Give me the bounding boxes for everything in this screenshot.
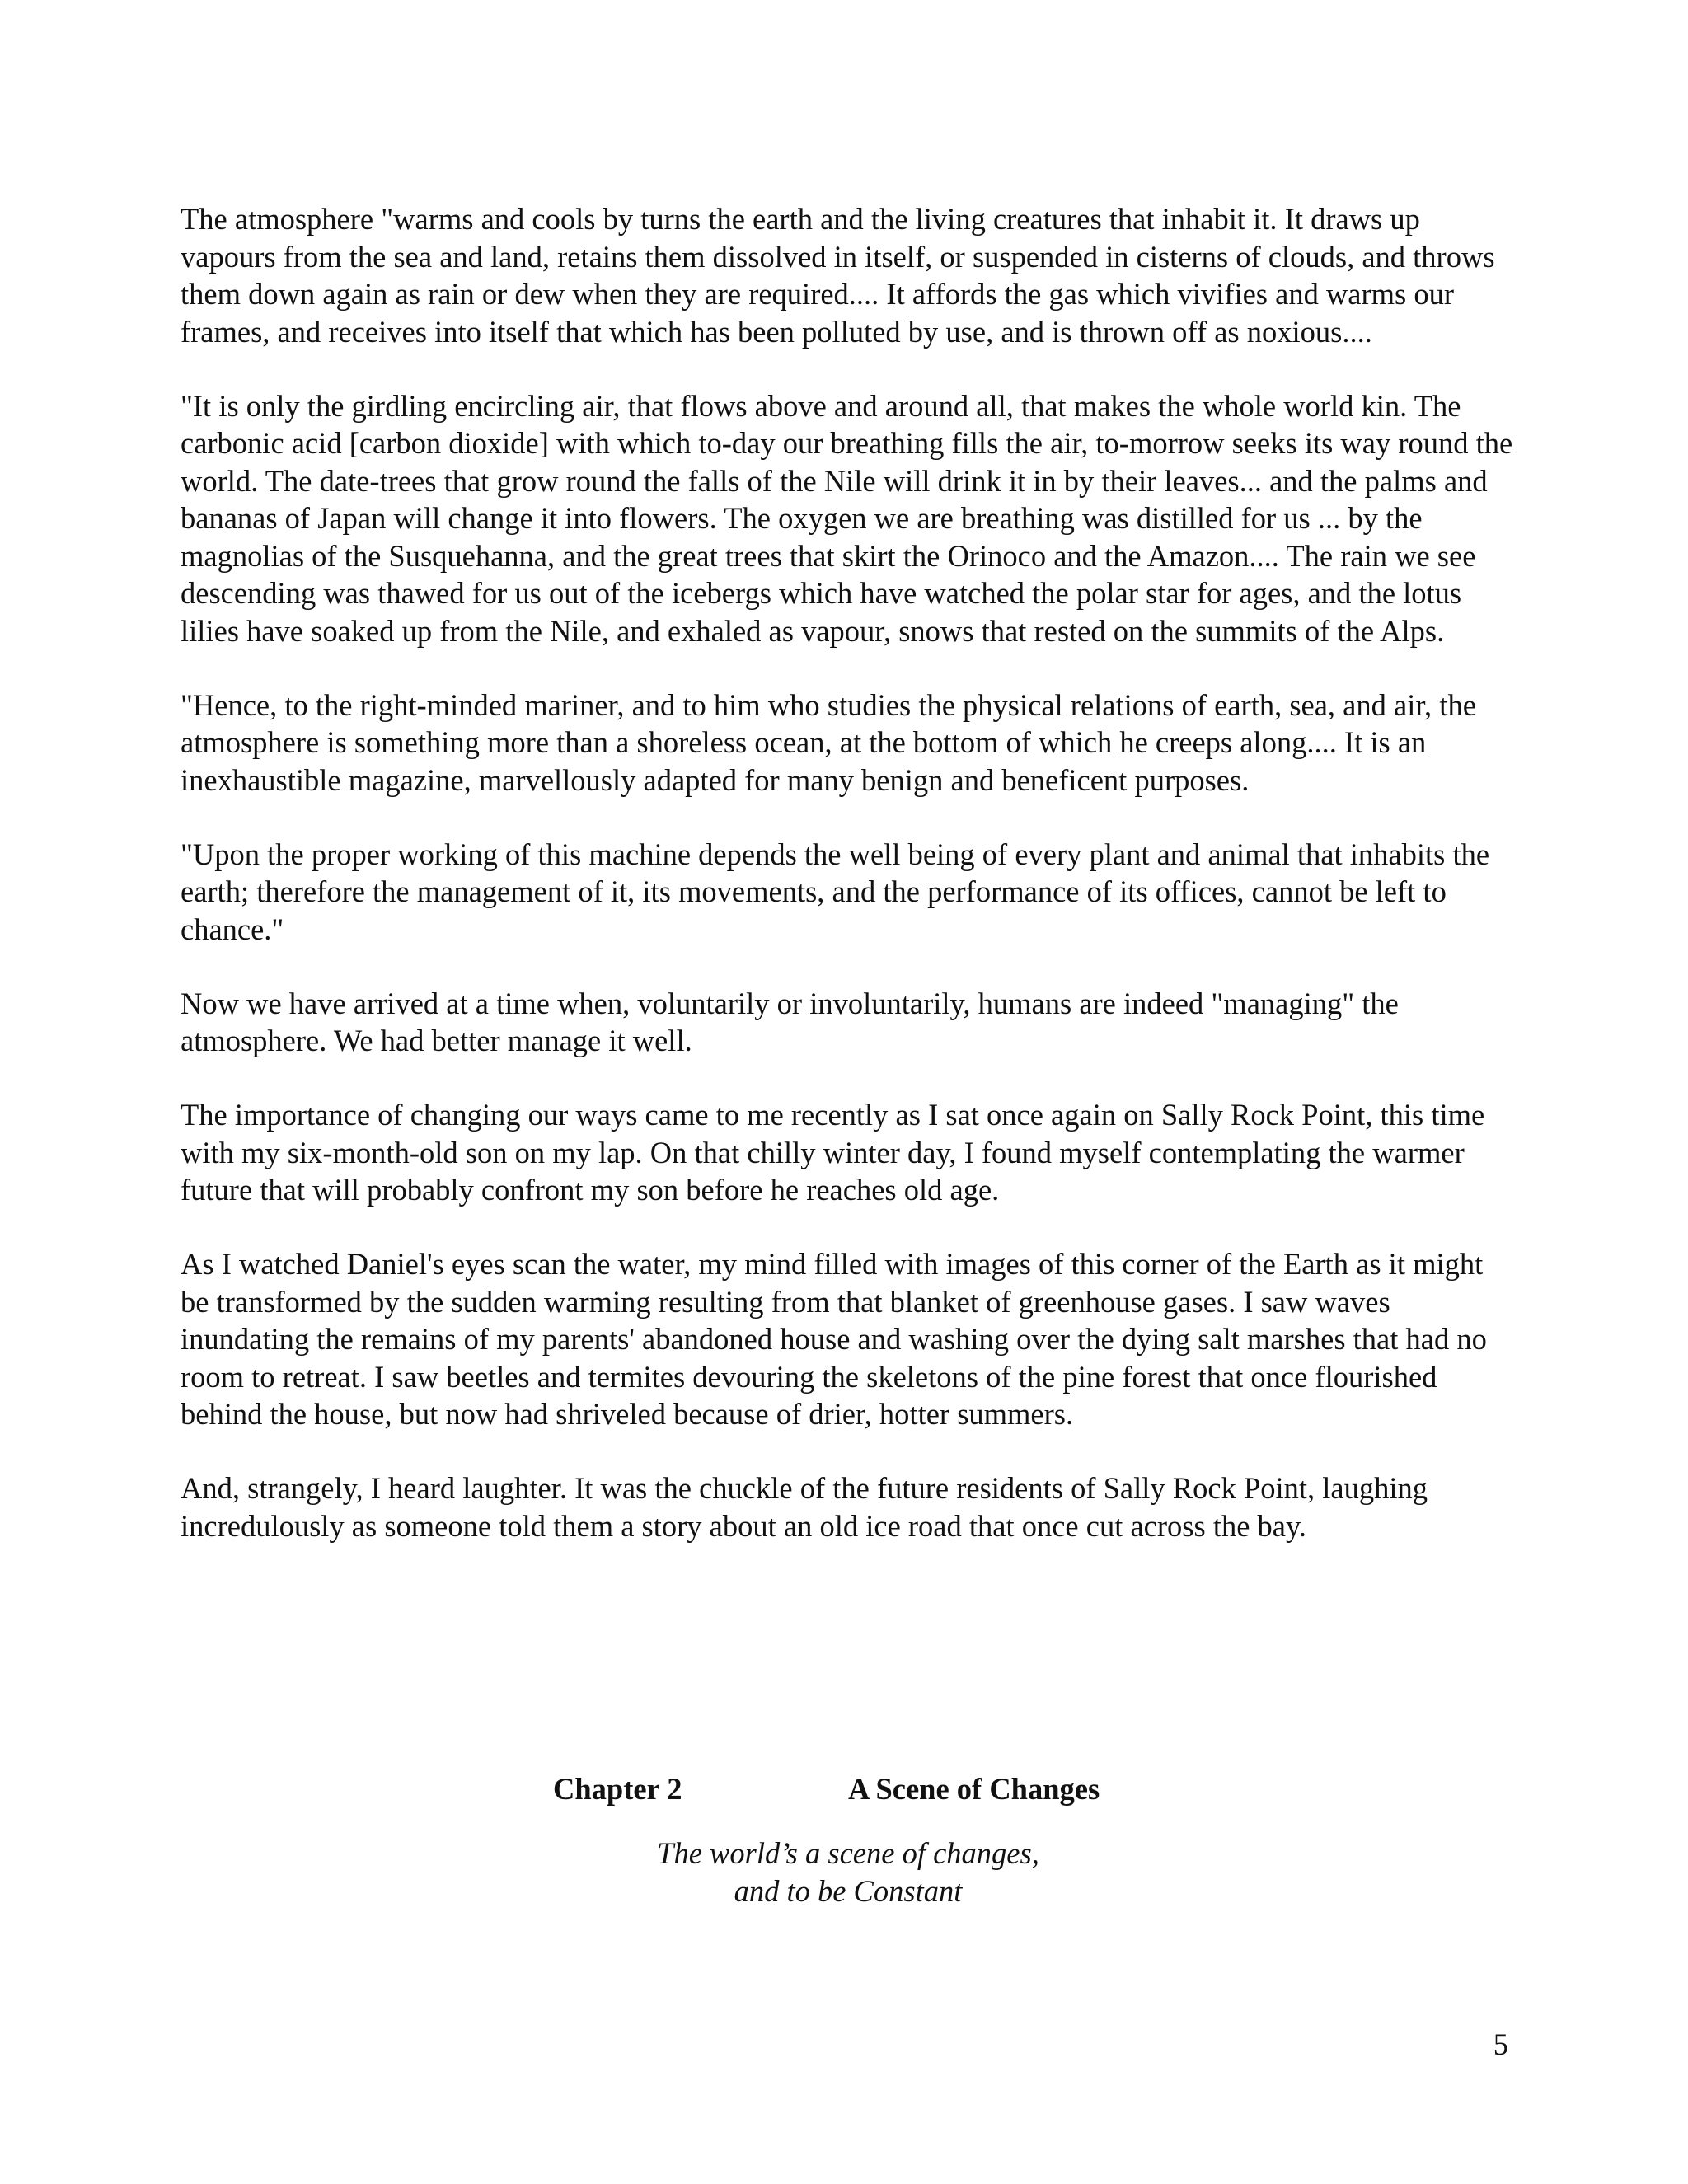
paragraph-6: The importance of changing our ways came to me recently as I sat once again on Sally Rock Point, this time with my six-month-old son on my lap. On that chilly winter day, I found myself contemplating the warmer future that will probably confront my son before he reaches old age.	[181, 1098, 1485, 1207]
chapter-number: Chapter 2	[553, 1772, 682, 1806]
paragraph-3: "Hence, to the right-minded mariner, and to him who studies the physical relations of earth, sea, and air, the atmosphere is something more than a shoreless ocean, at the bottom of which he creeps along.... It is an inexhaustible magazine, marvellously adapted for many benign and beneficent purposes.	[181, 687, 1476, 797]
epigraph-line-1: The world’s a scene of changes,	[657, 1836, 1039, 1870]
epigraph-line-2: and to be Constant	[734, 1873, 963, 1908]
page-content	[181, 200, 1516, 1908]
paragraph-1: The atmosphere "warms and cools by turns the earth and the living creatures that inhabit it. It draws up vapours from the sea and land, retains them dissolved in itself, or suspended in cisterns of clouds, and throws them down again as rain or dew when they are required.... It affords the gas which vivifies and warms our frames, and receives into itself that which has been polluted by use, and is thrown off as noxious....	[181, 202, 1495, 349]
chapter-title: A Scene of Changes	[848, 1772, 1100, 1806]
paragraph-2: "It is only the girdling encircling air, that flows above and around all, that makes the whole world kin. The carbonic acid [carbon dioxide] with which to-day our breathing fills the air, to-morrow seeks its way round the world. The date-trees that grow round the falls of the Nile will drink it in by their leaves... and the palms and bananas of Japan will change it into flowers. The oxygen we are breathing was distilled for us ... by the magnolias of the Susquehanna, and the great trees that skirt the Orinoco and the Amazon.... The rain we see descending was thawed for us out of the icebergs which have watched the polar star for ages, and the lotus lilies have soaked up from the Nile, and exhaled as vapour, snows that rested on the summits of the Alps.	[181, 388, 1513, 648]
paragraph-4: "Upon the proper working of this machine depends the well being of every plant and animal that inhabits the earth; therefore the management of it, its movements, and the performance of its offices, cannot be left to chance."	[181, 837, 1490, 946]
epigraph	[181, 1835, 1516, 1910]
page-number: 5	[1493, 2027, 1508, 2061]
paragraph-7: As I watched Daniel's eyes scan the water, my mind filled with images of this corner of the Earth as it might be transformed by the sudden warming resulting from that blanket of greenhouse gases. I saw waves inundating the remains of my parents' abandoned house and washing over the dying salt marshes that had no room to retreat. I saw beetles and termites devouring the skeletons of the pine forest that once flourished behind the house, but now had shriveled because of drier, hotter summers.	[181, 1247, 1487, 1431]
paragraph-5: Now we have arrived at a time when, voluntarily or involuntarily, humans are indeed "managing" the atmosphere. We had better manage it well.	[181, 986, 1399, 1057]
paragraph-8: And, strangely, I heard laughter. It was the chuckle of the future residents of Sally Rock Point, laughing incredulously as someone told them a story about an old ice road that once cut across the bay.	[181, 1471, 1428, 1543]
body-text	[181, 200, 1516, 1544]
